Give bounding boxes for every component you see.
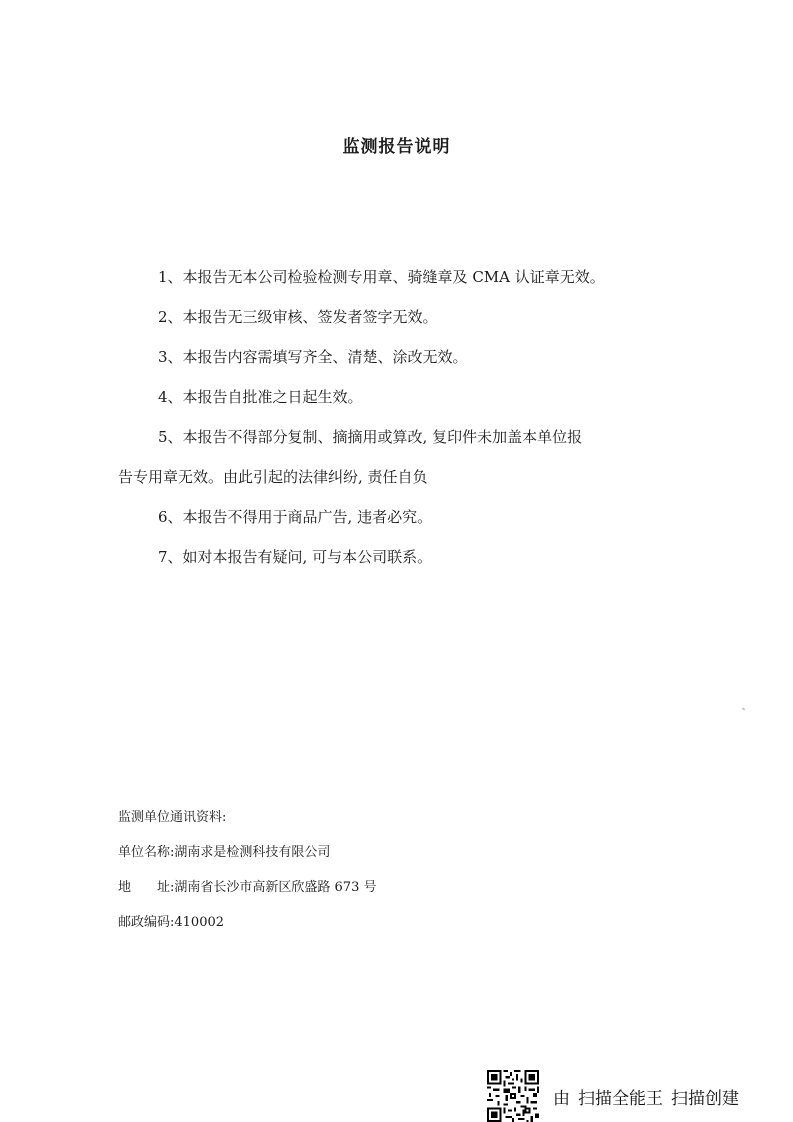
contact-name-label: 单位名称: <box>118 845 175 860</box>
contact-name-row <box>118 835 376 870</box>
note-text: 1、本报告无本公司检验检测专用章、骑缝章及 CMA 认证章无效。 <box>158 268 605 286</box>
note-item <box>118 297 678 337</box>
note-text: 3、本报告内容需填写齐全、清楚、涂改无效。 <box>158 348 468 366</box>
scanner-credit-suffix: 扫描创建 <box>671 1088 739 1109</box>
note-item <box>118 337 678 377</box>
contact-address-label: 地 址: <box>118 880 175 895</box>
note-item <box>118 537 678 577</box>
note-item <box>118 497 678 537</box>
contact-info <box>118 800 376 940</box>
note-item-continuation <box>118 457 678 497</box>
note-text: 2、本报告无三级审核、签发者签字无效。 <box>158 308 438 326</box>
note-text: 7、如对本报告有疑问, 可与本公司联系。 <box>158 548 433 566</box>
contact-address-row <box>118 870 376 905</box>
contact-postcode-label: 邮政编码: <box>118 915 175 930</box>
scanner-app-name: 扫描全能王 <box>578 1088 663 1109</box>
notes-list <box>118 257 678 577</box>
note-item <box>118 417 678 457</box>
speck-mark <box>742 707 746 710</box>
note-text: 5、本报告不得部分复制、摘摘用或算改, 复印件未加盖本单位报 <box>158 428 583 446</box>
page-title: 监测报告说明 <box>342 137 451 157</box>
note-item <box>118 377 678 417</box>
contact-postcode-value: 410002 <box>174 915 225 930</box>
contact-name-value: 湖南求是检测科技有限公司 <box>174 845 331 860</box>
note-text: 6、本报告不得用于商品广告, 违者必究。 <box>158 508 433 526</box>
contact-address-value: 湖南省长沙市高新区欣盛路 673 号 <box>174 880 377 895</box>
qr-code-icon <box>487 1070 539 1122</box>
note-item <box>118 257 678 297</box>
scanner-footer <box>487 1070 739 1122</box>
scanner-credit-prefix: 由 <box>553 1088 570 1109</box>
contact-postcode-row <box>118 905 376 940</box>
contact-heading: 监测单位通讯资料: <box>118 810 227 825</box>
scanner-credit <box>553 1084 739 1109</box>
note-text: 告专用章无效。由此引起的法律纠纷, 责任自负 <box>118 468 428 486</box>
note-text: 4、本报告自批准之日起生效。 <box>158 388 363 406</box>
